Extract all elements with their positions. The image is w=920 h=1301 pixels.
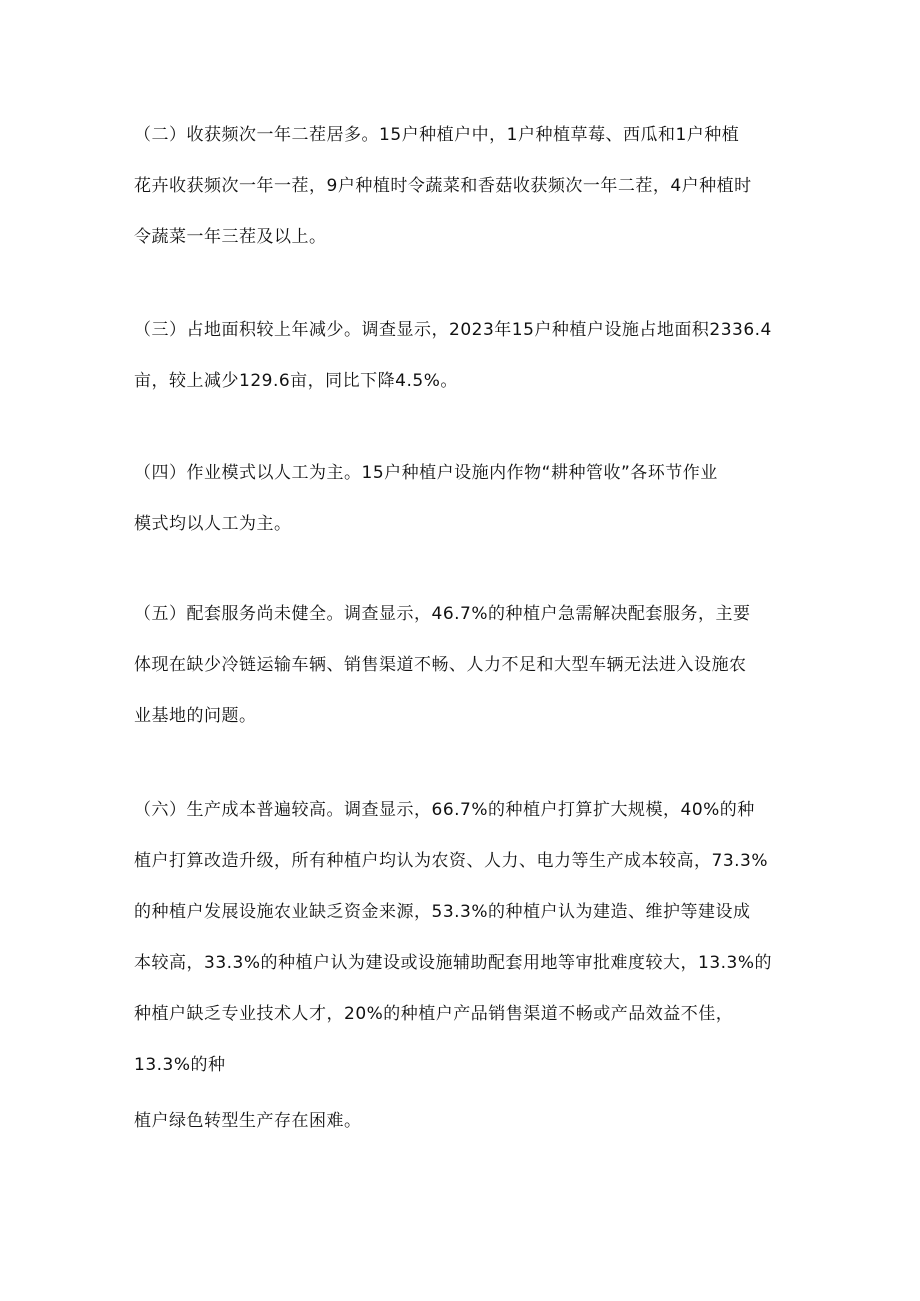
paragraph-harvest-frequency xyxy=(134,110,786,263)
paragraph-land-area xyxy=(134,305,786,407)
paragraph-line: 令蔬菜一年三茬及以上。 xyxy=(134,227,327,247)
paragraph-line: （六）生产成本普遍较高。调查显示，66.7%的种植户打算扩大规模，40%的种 xyxy=(134,800,755,820)
paragraph-operation-mode xyxy=(134,448,786,550)
paragraph-line: （五）配套服务尚未健全。调查显示，46.7%的种植户急需解决配套服务，主要 xyxy=(134,604,751,624)
paragraph-production-cost xyxy=(134,785,786,1091)
paragraph-line: 13.3%的种 xyxy=(134,1055,226,1075)
paragraph-line: 植户绿色转型生产存在困难。 xyxy=(134,1111,362,1131)
paragraph-line: 亩，较上减少129.6亩，同比下降4.5%。 xyxy=(134,371,458,391)
paragraph-line: 植户打算改造升级，所有种植户均认为农资、人力、电力等生产成本较高，73.3% xyxy=(134,851,769,871)
paragraph-line: （四）作业模式以人工为主。15户种植户设施内作物“耕种管收”各环节作业 xyxy=(134,463,718,483)
paragraph-line: （二）收获频次一年二茬居多。15户种植户中，1户种植草莓、西瓜和1户种植 xyxy=(134,125,740,145)
paragraph-line: （三）占地面积较上年减少。调查显示，2023年15户种植户设施占地面积2336.4 xyxy=(134,320,772,340)
paragraph-production-cost-continuation xyxy=(134,1096,786,1147)
paragraph-line: 本较高，33.3%的种植户认为建设或设施辅助配套用地等审批难度较大，13.3%的 xyxy=(134,953,773,973)
paragraph-line: 体现在缺少冷链运输车辆、销售渠道不畅、人力不足和大型车辆无法进入设施农 xyxy=(134,655,747,675)
paragraph-supporting-services xyxy=(134,589,786,742)
paragraph-line: 花卉收获频次一年一茬，9户种植时令蔬菜和香菇收获频次一年二茬，4户种植时 xyxy=(134,176,752,196)
paragraph-line: 种植户缺乏专业技术人才，20%的种植户产品销售渠道不畅或产品效益不佳， xyxy=(134,1004,734,1024)
paragraph-line: 的种植户发展设施农业缺乏资金来源，53.3%的种植户认为建造、维护等建设成 xyxy=(134,902,751,922)
paragraph-line: 业基地的问题。 xyxy=(134,706,257,726)
paragraph-line: 模式均以人工为主。 xyxy=(134,514,292,534)
